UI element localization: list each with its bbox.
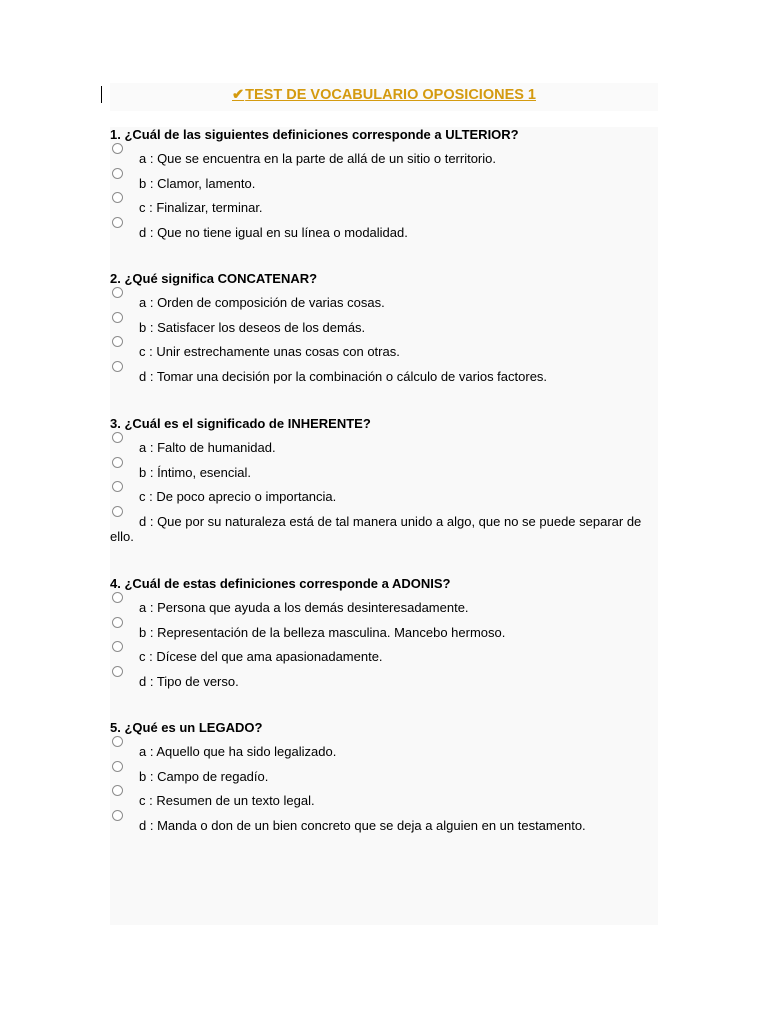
option-label: a : Aquello que ha sido legalizado. xyxy=(139,744,337,759)
option-2a[interactable] xyxy=(110,287,658,312)
option-label: d : Manda o don de un bien concreto que se deja a alguien en un testamento. xyxy=(139,818,586,834)
option-2d[interactable] xyxy=(110,361,658,386)
option-label: d : Que no tiene igual en su línea o modalidad. xyxy=(139,225,408,241)
option-5b[interactable] xyxy=(110,761,658,786)
option-4c[interactable] xyxy=(110,641,658,666)
radio-button[interactable] xyxy=(112,143,123,154)
radio-button[interactable] xyxy=(112,736,123,747)
option-4b[interactable] xyxy=(110,617,658,642)
option-3d[interactable] xyxy=(110,506,658,546)
option-4a[interactable] xyxy=(110,592,658,617)
option-label: c : Unir estrechamente unas cosas con otras. xyxy=(139,344,400,360)
option-label: c : Dícese del que ama apasionadamente. xyxy=(139,649,383,665)
radio-button[interactable] xyxy=(112,481,123,492)
question-text: 3. ¿Cuál es el significado de INHERENTE? xyxy=(110,416,371,431)
radio-button[interactable] xyxy=(112,785,123,796)
option-2b[interactable] xyxy=(110,312,658,337)
radio-button[interactable] xyxy=(112,641,123,652)
option-label: a : Falto de humanidad. xyxy=(139,440,276,455)
page-title xyxy=(110,86,658,104)
question-text: 5. ¿Qué es un LEGADO? xyxy=(110,720,263,735)
option-2c[interactable] xyxy=(110,336,658,361)
checkmark-icon: ✔ xyxy=(232,87,245,103)
radio-button[interactable] xyxy=(112,312,123,323)
radio-button[interactable] xyxy=(112,592,123,603)
radio-button[interactable] xyxy=(112,761,123,772)
question-text: 4. ¿Cuál de estas definiciones corresponde a ADONIS? xyxy=(110,576,451,591)
option-label: c : De poco aprecio o importancia. xyxy=(139,489,337,505)
radio-button[interactable] xyxy=(112,617,123,628)
option-label: d : Tomar una decisión por la combinación o cálculo de varios factores. xyxy=(139,369,548,385)
radio-button[interactable] xyxy=(112,192,123,203)
option-3b[interactable] xyxy=(110,457,658,482)
radio-button[interactable] xyxy=(112,810,123,821)
radio-button[interactable] xyxy=(112,457,123,468)
option-label: a : Orden de composición de varias cosas. xyxy=(139,295,385,310)
text-cursor xyxy=(101,86,102,103)
option-label: a : Persona que ayuda a los demás desinteresadamente. xyxy=(139,600,469,615)
option-label: b : Satisfacer los deseos de los demás. xyxy=(139,319,366,335)
page-title-text: TEST DE VOCABULARIO OPOSICIONES 1 xyxy=(245,87,536,103)
option-label: c : Resumen de un texto legal. xyxy=(139,793,315,809)
question-1 xyxy=(110,127,658,242)
option-3a[interactable] xyxy=(110,432,658,457)
radio-button[interactable] xyxy=(112,361,123,372)
radio-button[interactable] xyxy=(112,432,123,443)
radio-button[interactable] xyxy=(112,168,123,179)
question-4 xyxy=(110,576,658,691)
option-5c[interactable] xyxy=(110,785,658,810)
option-label: b : Representación de la belleza masculina. Mancebo hermoso. xyxy=(139,624,506,640)
option-1b[interactable] xyxy=(110,168,658,193)
option-label: b : Clamor, lamento. xyxy=(139,175,256,191)
option-5d[interactable] xyxy=(110,810,658,835)
radio-button[interactable] xyxy=(112,287,123,298)
question-text: 1. ¿Cuál de las siguientes definiciones corresponde a ULTERIOR? xyxy=(110,127,519,142)
option-3c[interactable] xyxy=(110,481,658,506)
question-5 xyxy=(110,720,658,835)
radio-button[interactable] xyxy=(112,217,123,228)
radio-button[interactable] xyxy=(112,336,123,347)
option-label: a : Que se encuentra en la parte de allá de un sitio o territorio. xyxy=(139,151,496,166)
radio-button[interactable] xyxy=(112,666,123,677)
question-3 xyxy=(110,416,658,546)
option-label: c : Finalizar, terminar. xyxy=(139,200,263,216)
option-label: d : Tipo de verso. xyxy=(139,674,239,690)
option-1a[interactable] xyxy=(110,143,658,168)
option-label: d : Que por su naturaleza está de tal manera unido a algo, que no se puede separar de ello. xyxy=(110,514,642,545)
option-5a[interactable] xyxy=(110,736,658,761)
option-1d[interactable] xyxy=(110,217,658,242)
option-label: b : Campo de regadío. xyxy=(139,768,269,784)
question-2 xyxy=(110,271,658,386)
option-label: b : Íntimo, esencial. xyxy=(139,464,251,480)
question-text: 2. ¿Qué significa CONCATENAR? xyxy=(110,271,318,286)
option-4d[interactable] xyxy=(110,666,658,691)
option-1c[interactable] xyxy=(110,192,658,217)
